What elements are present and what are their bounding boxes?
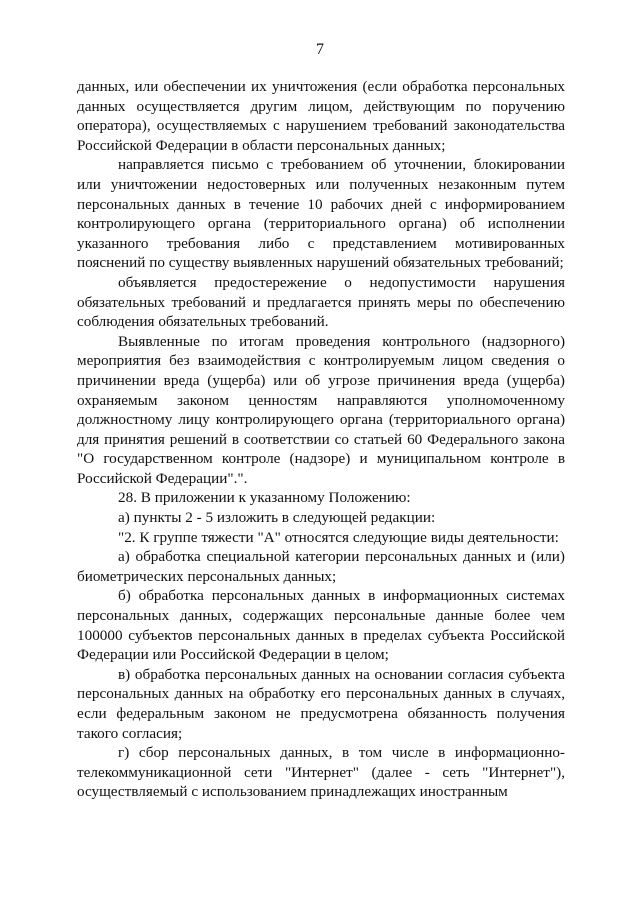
paragraph: а) обработка специальной категории персональных данных и (или) биометрических персональных данных; (77, 548, 565, 585)
page-number: 7 (316, 41, 324, 58)
paragraph: г) сбор персональных данных, в том числе в информационно-телекоммуникационной сети "Интернет" (далее - сеть "Интернет"), осуществляемый с использованием принадлежащих иностранным (77, 744, 565, 801)
paragraph-continuation: данных, или обеспечении их уничтожения (если обработка персональных данных осуществляется другим лицом, действующим по поручению оператора), осуществляемых с нарушением требований законодательства Российской Федерации в области персональных данных; (77, 78, 565, 154)
paragraph: направляется письмо с требованием об уточнении, блокировании или уничтожении недостоверных или полученных незаконным путем персональных данных в течение 10 рабочих дней с информированием контролирующего органа (территориального органа) об исполнении указанного требования либо с представлением мотивированных пояснений по существу выявленных нарушений обязательных требований; (77, 156, 565, 272)
document-body (77, 77, 565, 802)
paragraph: а) пункты 2 - 5 изложить в следующей редакции: (118, 509, 436, 527)
paragraph: "2. К группе тяжести "А" относятся следующие виды деятельности: (118, 528, 559, 546)
paragraph: в) обработка персональных данных на основании согласия субъекта персональных данных на обработку его персональных данных в случаях, если федеральным законом не предусмотрена обязанность получения такого согласия; (77, 665, 565, 742)
paragraph: 28. В приложении к указанному Положению: (118, 489, 411, 507)
paragraph: б) обработка персональных данных в информационных системах персональных данных, содержащих персональные данные более чем 100000 субъектов персональных данных в пределах субъекта Российской Федерации или Российской Федерации в целом; (77, 587, 565, 664)
paragraph: Выявленные по итогам проведения контрольного (надзорного) мероприятия без взаимодействия с контролируемым лицом сведения о причинении вреда (ущерба) или об угрозе причинения вреда (ущерба) охраняемым законом ценностям направляются уполномоченному должностному лицу контролирующего органа (территориального органа) для принятия решений в соответствии со статьей 60 Федерального закона "О государственном контроле (надзоре) и муниципальном контроле в Российской Федерации".". (77, 332, 565, 487)
paragraph: объявляется предостережение о недопустимости нарушения обязательных требований и предлагается принять меры по обеспечению соблюдения обязательных требований. (77, 273, 565, 331)
